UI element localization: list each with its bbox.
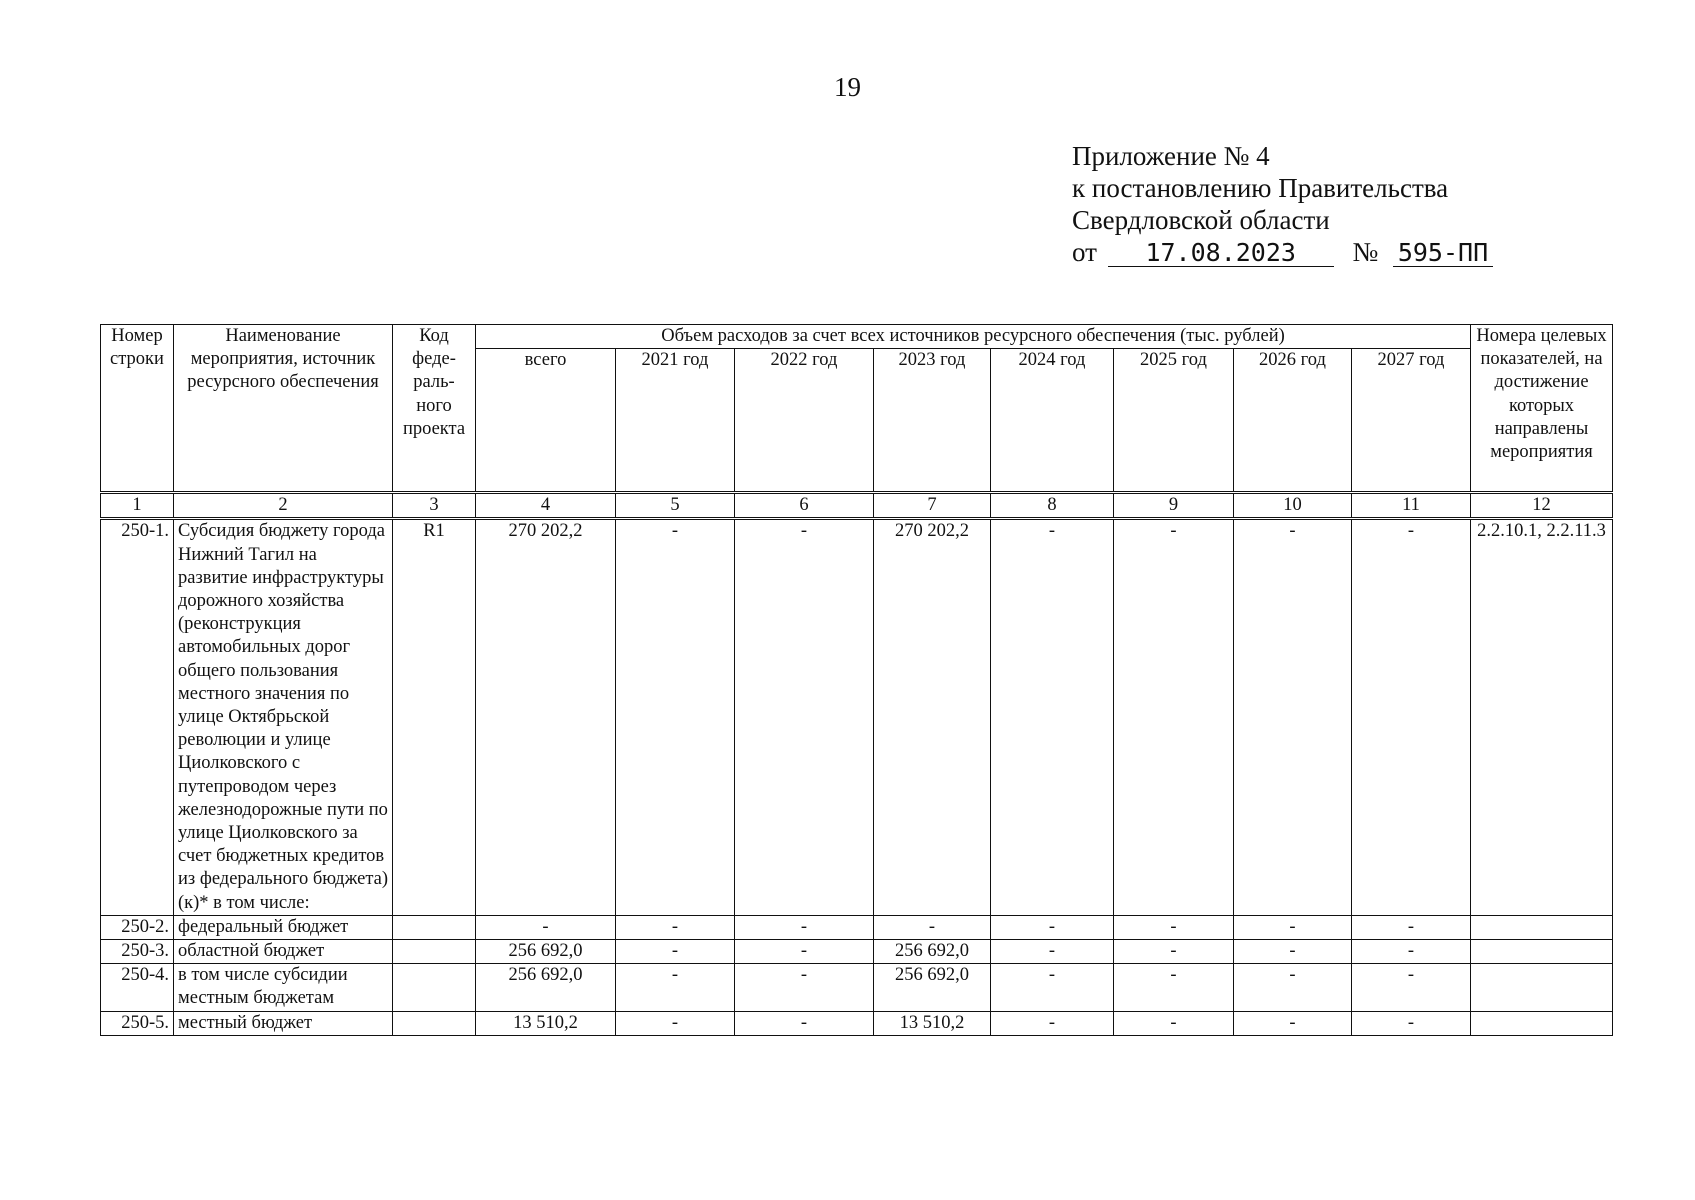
row-2023: 13 510,2 bbox=[874, 1011, 991, 1035]
appendix-date-number-line bbox=[1072, 236, 1493, 268]
header-row-number: Номер строки bbox=[101, 325, 174, 493]
row-number: 250-2. bbox=[101, 915, 174, 939]
row-total: - bbox=[476, 915, 616, 939]
header-total: всего bbox=[476, 349, 616, 493]
row-number: 250-1. bbox=[101, 519, 174, 915]
header-2027: 2027 год bbox=[1352, 349, 1471, 493]
column-number: 10 bbox=[1234, 493, 1352, 519]
row-2023: - bbox=[874, 915, 991, 939]
row-2024: - bbox=[991, 1011, 1114, 1035]
row-code bbox=[393, 964, 476, 1011]
header-2026: 2026 год bbox=[1234, 349, 1352, 493]
column-number: 11 bbox=[1352, 493, 1471, 519]
row-2023: 256 692,0 bbox=[874, 940, 991, 964]
row-2022: - bbox=[735, 1011, 874, 1035]
header-volume-group: Объем расходов за счет всех источников ресурсного обеспечения (тыс. рублей) bbox=[476, 325, 1471, 349]
number-label: № bbox=[1352, 237, 1379, 267]
header-2025: 2025 год bbox=[1114, 349, 1234, 493]
row-2025: - bbox=[1114, 964, 1234, 1011]
row-number: 250-3. bbox=[101, 940, 174, 964]
row-total: 256 692,0 bbox=[476, 964, 616, 1011]
table-row bbox=[101, 519, 1613, 915]
column-number: 3 bbox=[393, 493, 476, 519]
row-2024: - bbox=[991, 915, 1114, 939]
row-number: 250-4. bbox=[101, 964, 174, 1011]
row-2022: - bbox=[735, 940, 874, 964]
header-2023: 2023 год bbox=[874, 349, 991, 493]
row-2021: - bbox=[616, 519, 735, 915]
row-2021: - bbox=[616, 964, 735, 1011]
row-2022: - bbox=[735, 519, 874, 915]
row-targets bbox=[1471, 1011, 1613, 1035]
row-2022: - bbox=[735, 915, 874, 939]
row-name: областной бюджет bbox=[174, 940, 393, 964]
header-2021: 2021 год bbox=[616, 349, 735, 493]
row-2022: - bbox=[735, 964, 874, 1011]
appendix-resolution-line: к постановлению Правительства bbox=[1072, 173, 1449, 203]
row-2024: - bbox=[991, 519, 1114, 915]
row-2023: 270 202,2 bbox=[874, 519, 991, 915]
row-2027: - bbox=[1352, 964, 1471, 1011]
resolution-number: 595-ПП bbox=[1393, 240, 1493, 267]
row-2021: - bbox=[616, 915, 735, 939]
row-2023: 256 692,0 bbox=[874, 964, 991, 1011]
row-code bbox=[393, 940, 476, 964]
row-2026: - bbox=[1234, 1011, 1352, 1035]
row-code: R1 bbox=[393, 519, 476, 915]
appendix-block bbox=[1072, 140, 1493, 268]
budget-table bbox=[100, 324, 1613, 1036]
header-name: Наименование мероприятия, источник ресурсного обеспечения bbox=[174, 325, 393, 493]
appendix-region-line: Свердловской области bbox=[1072, 205, 1330, 235]
row-2027: - bbox=[1352, 940, 1471, 964]
row-2027: - bbox=[1352, 1011, 1471, 1035]
row-2024: - bbox=[991, 940, 1114, 964]
header-targets: Номера целевых показателей, на достижение которых направлены мероприятия bbox=[1471, 325, 1613, 493]
resolution-date: 17.08.2023 bbox=[1108, 240, 1334, 267]
row-2021: - bbox=[616, 1011, 735, 1035]
appendix-title: Приложение № 4 bbox=[1072, 141, 1270, 171]
row-name: в том числе субсидии местным бюджетам bbox=[174, 964, 393, 1011]
table-row bbox=[101, 915, 1613, 939]
row-2026: - bbox=[1234, 519, 1352, 915]
table-row bbox=[101, 1011, 1613, 1035]
row-targets bbox=[1471, 915, 1613, 939]
page-number: 19 bbox=[834, 72, 861, 102]
row-2025: - bbox=[1114, 1011, 1234, 1035]
header-2022: 2022 год bbox=[735, 349, 874, 493]
column-number: 12 bbox=[1471, 493, 1613, 519]
row-targets bbox=[1471, 964, 1613, 1011]
row-name: местный бюджет bbox=[174, 1011, 393, 1035]
header-code: Код феде-раль-ного проекта bbox=[393, 325, 476, 493]
row-total: 270 202,2 bbox=[476, 519, 616, 915]
column-number: 7 bbox=[874, 493, 991, 519]
row-2026: - bbox=[1234, 915, 1352, 939]
column-number: 9 bbox=[1114, 493, 1234, 519]
row-name: федеральный бюджет bbox=[174, 915, 393, 939]
column-number: 2 bbox=[174, 493, 393, 519]
column-number-row bbox=[101, 493, 1613, 519]
row-targets: 2.2.10.1, 2.2.11.3 bbox=[1471, 519, 1613, 915]
column-number: 1 bbox=[101, 493, 174, 519]
column-number: 5 bbox=[616, 493, 735, 519]
row-2024: - bbox=[991, 964, 1114, 1011]
row-total: 256 692,0 bbox=[476, 940, 616, 964]
row-2026: - bbox=[1234, 964, 1352, 1011]
header-row bbox=[101, 325, 1613, 349]
row-name: Субсидия бюджету города Нижний Тагил на развитие инфраструктуры дорожного хозяйства (реконструкция автомобильных дорог общего пользования местного значения по улице Октябрьской революции и улице Циолковского с путепроводом через железнодорожные пути по улице Циолковского за счет бюджетных кредитов из федерального бюджета) (к)* в том числе: bbox=[174, 519, 393, 915]
row-number: 250-5. bbox=[101, 1011, 174, 1035]
column-number: 4 bbox=[476, 493, 616, 519]
from-label: от bbox=[1072, 237, 1097, 267]
row-2025: - bbox=[1114, 519, 1234, 915]
row-code bbox=[393, 915, 476, 939]
row-2026: - bbox=[1234, 940, 1352, 964]
row-2027: - bbox=[1352, 519, 1471, 915]
table-row bbox=[101, 940, 1613, 964]
table-row bbox=[101, 964, 1613, 1011]
row-2027: - bbox=[1352, 915, 1471, 939]
row-2025: - bbox=[1114, 915, 1234, 939]
column-number: 6 bbox=[735, 493, 874, 519]
header-2024: 2024 год bbox=[991, 349, 1114, 493]
row-code bbox=[393, 1011, 476, 1035]
row-targets bbox=[1471, 940, 1613, 964]
row-total: 13 510,2 bbox=[476, 1011, 616, 1035]
column-number: 8 bbox=[991, 493, 1114, 519]
row-2025: - bbox=[1114, 940, 1234, 964]
row-2021: - bbox=[616, 940, 735, 964]
